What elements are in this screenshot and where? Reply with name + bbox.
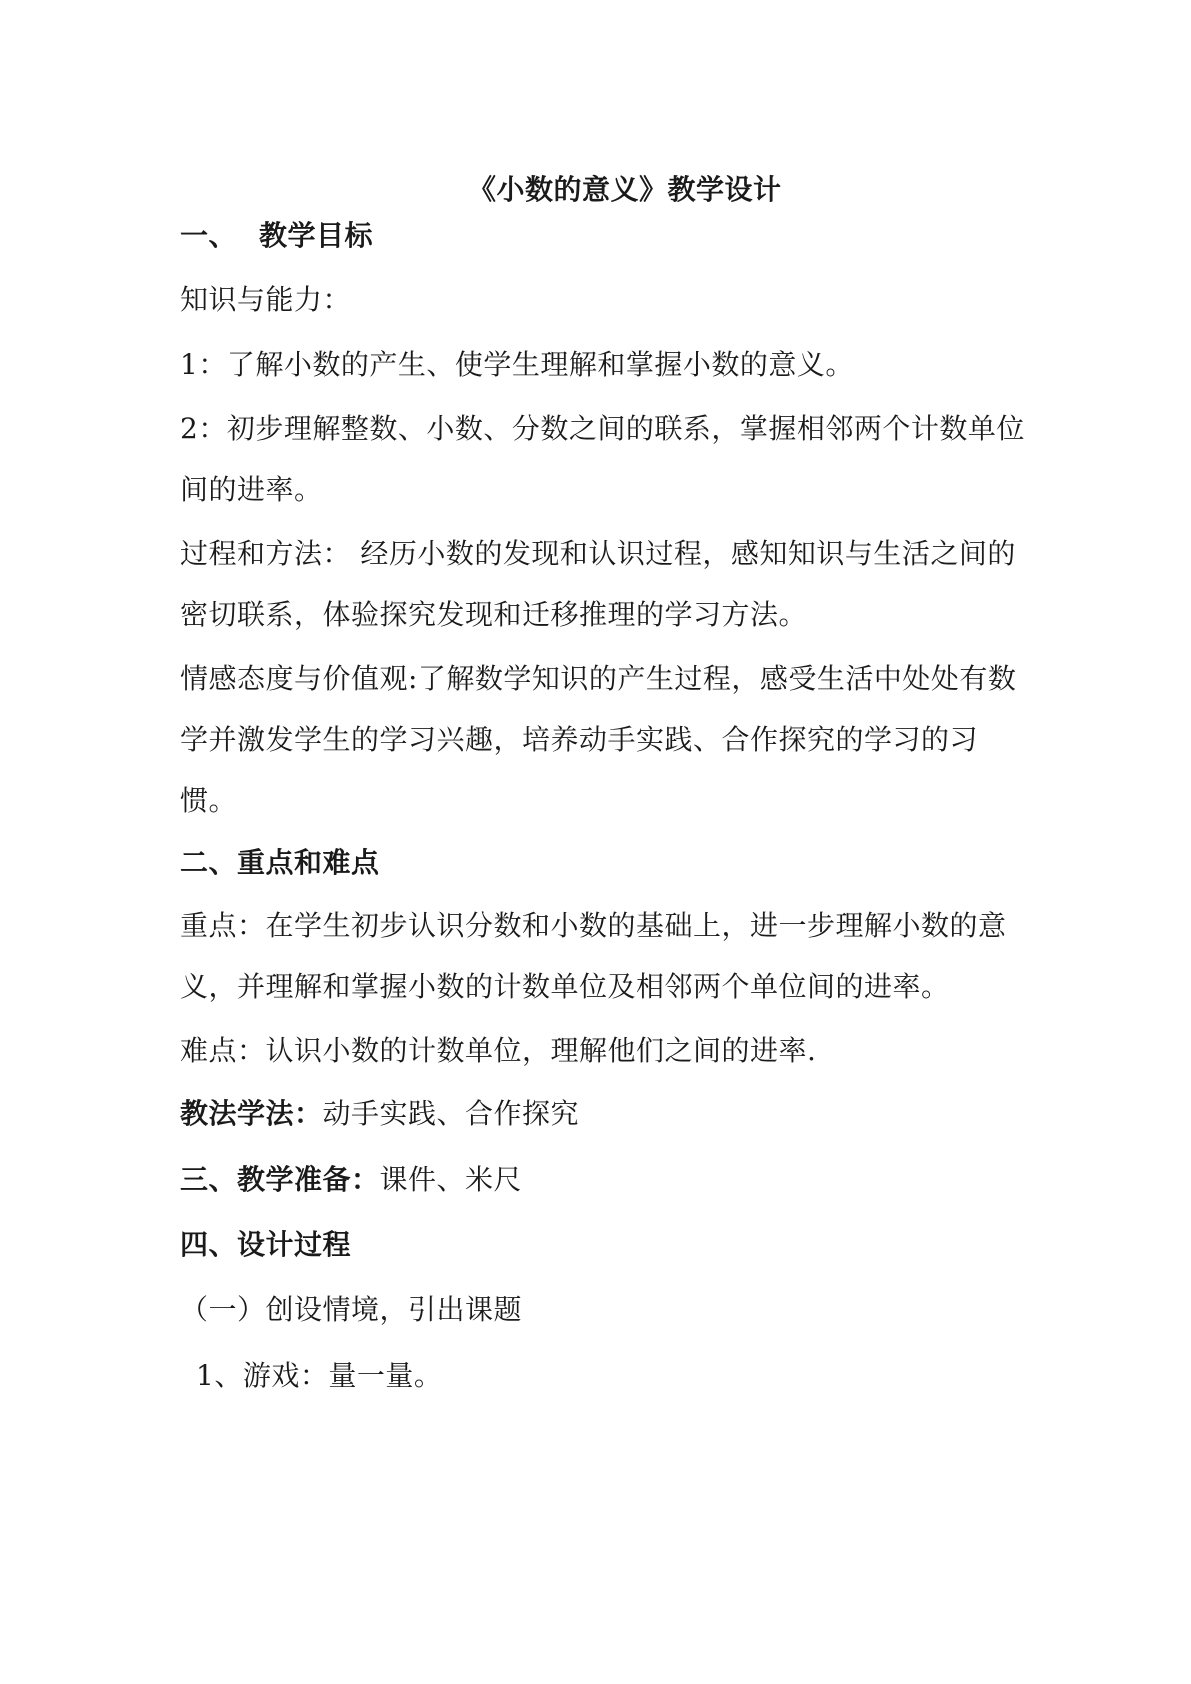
section-number: 一、 <box>180 219 238 252</box>
preparation-value: 课件、米尺 <box>379 1163 523 1196</box>
emotion-line-1: 情感态度与价值观:了解数学知识的产生过程，感受生活中处处有数 <box>180 662 1017 695</box>
emotion-line-2: 学并激发学生的学习兴趣，培养动手实践、合作探究的学习的习 <box>180 723 979 756</box>
section-heading-design-process: 四、设计过程 <box>180 1228 352 1261</box>
knowledge-label: 知识与能力： <box>180 283 352 316</box>
document-title: 《小数的意义》教学设计 <box>468 173 782 206</box>
goal-2-line-2: 间的进率。 <box>180 473 323 506</box>
emotion-line-3: 惯。 <box>180 784 238 817</box>
teaching-method-value: 动手实践、合作探究 <box>322 1097 580 1130</box>
section-title: 教学目标 <box>259 219 374 252</box>
key-point-line-2: 义，并理解和掌握小数的计数单位及相邻两个单位间的进率。 <box>180 970 950 1003</box>
preparation-line <box>180 1162 522 1198</box>
goal-1: 1：了解小数的产生、使学生理解和掌握小数的意义。 <box>180 348 854 381</box>
section-heading-objectives <box>180 218 373 254</box>
subsection-1: （一）创设情境，引出课题 <box>180 1293 523 1326</box>
section-heading-key-points: 二、重点和难点 <box>180 846 380 879</box>
process-line-1: 过程和方法： 经历小数的发现和认识过程，感知知识与生活之间的 <box>180 537 1016 570</box>
process-line-2: 密切联系，体验探究发现和迁移推理的学习方法。 <box>180 598 808 631</box>
goal-2-line-1: 2：初步理解整数、小数、分数之间的联系，掌握相邻两个计数单位 <box>180 412 1025 445</box>
key-point-line-1: 重点：在学生初步认识分数和小数的基础上，进一步理解小数的意 <box>180 909 1007 942</box>
teaching-method-line <box>180 1096 579 1132</box>
teaching-method-label: 教法学法： <box>180 1097 323 1130</box>
difficulty-line: 难点：认识小数的计数单位，理解他们之间的进率. <box>180 1034 817 1067</box>
item-1: 1、游戏：量一量。 <box>196 1359 443 1392</box>
preparation-label: 三、教学准备： <box>180 1163 380 1196</box>
